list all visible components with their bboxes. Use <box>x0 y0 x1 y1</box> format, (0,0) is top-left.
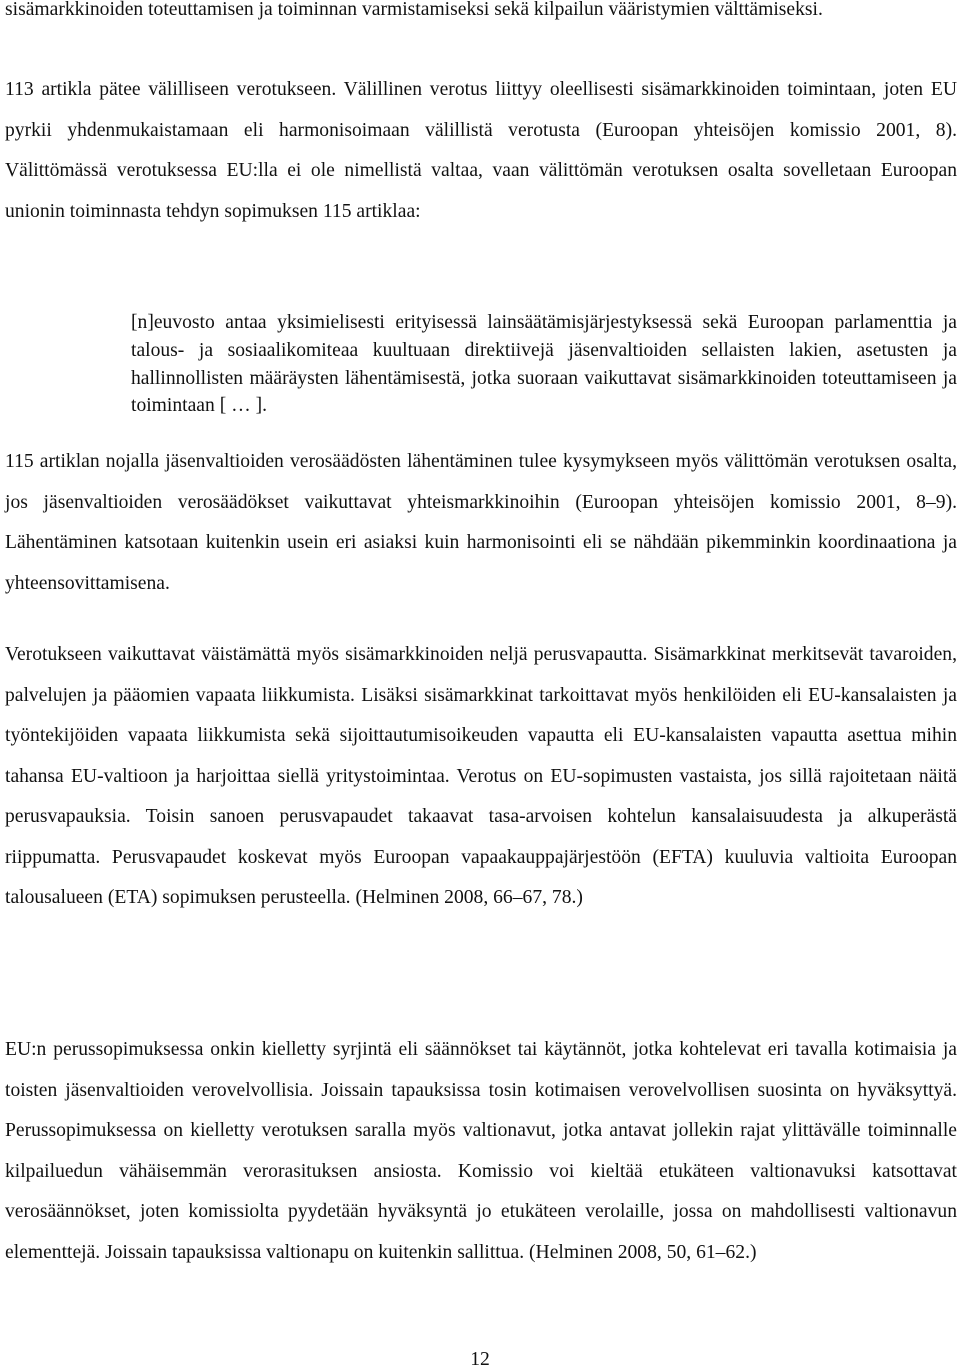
block-quote-article-115: [n]euvosto antaa yksimielisesti erityisessä lainsäätämisjärjestyksessä sekä Euroopan parlamenttia ja talous- ja sosiaalikomiteaa kuultuaan direktiivejä jäsenvaltioiden sellaisten lakien, asetusten ja hallinnollisten määräysten lähentämisestä, jotka suoraan vaikuttavat sisämarkkinoiden toteuttamiseen ja toimintaan [ … ]. <box>131 312 957 417</box>
paragraph-fundamental-freedoms: Verotukseen vaikuttavat väistämättä myös sisämarkkinoiden neljä perusvapautta. Sisämarkkinat merkitsevät tavaroiden, palvelujen ja pääomien vapaata liikkumista. Lisäksi sisämarkkinat tarkoittavat myös henkilöiden eli EU-kansalaisten ja työntekijöiden vapaata liikkumista sekä sijoittautumisoikeuden vapautta eli EU-kansalaisten vapautta asettua mihin tahansa EU-valtioon ja harjoittaa siellä yritystoimintaa. Verotus on EU-sopimusten vastaista, jos sillä rajoitetaan näitä perusvapauksia. Toisin sanoen perusvapaudet takaavat tasa-arvoisen kohtelun kansalaisuudesta ja alkuperästä riippumatta. Perusvapaudet koskevat myös Euroopan vapaakauppajärjestöön (EFTA) kuuluvia valtioita Euroopan talousalueen (ETA) sopimuksen perusteella. (Helminen 2008, 66–67, 78.) <box>5 644 957 908</box>
page-number: 12 <box>470 1349 490 1370</box>
paragraph-state-aid: EU:n perussopimuksessa onkin kielletty syrjintä eli säännökset tai käytännöt, jotka kohtelevat eri tavalla kotimaisia ja toisten jäsenvaltioiden verovelvollisia. Joissain tapauksissa tosin kotimaisen verovelvollisen suosinta on hyväksyttyä. Perussopimuksessa on kielletty verotuksen saralla myös valtionavut, jotka antavat jollekin rajat ylittävälle toiminnalle kilpailuedun vähäisemmän verorasituksen ansiosta. Komissio voi kieltää etukäteen valtionavuksi katsottavat verosäännökset, joten komissiolta pyydetään hyväksyntä jo etukäteen verolaille, jossa on mahdollisesti valtionavun elementtejä. Joissain tapauksissa valtionapu on kuitenkin sallittua. (Helminen 2008, 50, 61–62.) <box>5 1039 957 1263</box>
paragraph-continuation: sisämarkkinoiden toteuttamisen ja toiminnan varmistamiseksi sekä kilpailun vääristymien välttämiseksi. <box>5 0 823 20</box>
paragraph-article-113: 113 artikla pätee välilliseen verotukseen. Välillinen verotus liittyy oleellisesti sisämarkkinoiden toimintaan, joten EU pyrkii yhdenmukaistamaan eli harmonisoimaan välillistä verotusta (Euroopan yhteisöjen komissio 2001, 8). Välittömässä verotuksessa EU:lla ei ole nimellistä valtaa, vaan välittömän verotuksen osalta sovelletaan Euroopan unionin toiminnasta tehdyn sopimuksen 115 artiklaa: <box>5 79 957 222</box>
paragraph-article-115: 115 artiklan nojalla jäsenvaltioiden verosäädösten lähentäminen tulee kysymykseen myös välittömän verotuksen osalta, jos jäsenvaltioiden verosäädökset vaikuttavat yhteismarkkinoihin (Euroopan yhteisöjen komissio 2001, 8–9). Lähentäminen katsotaan kuitenkin usein eri asiaksi kuin harmonisointi eli se nähdään pikemminkin koordinaationa ja yhteensovittamisena. <box>5 451 957 594</box>
